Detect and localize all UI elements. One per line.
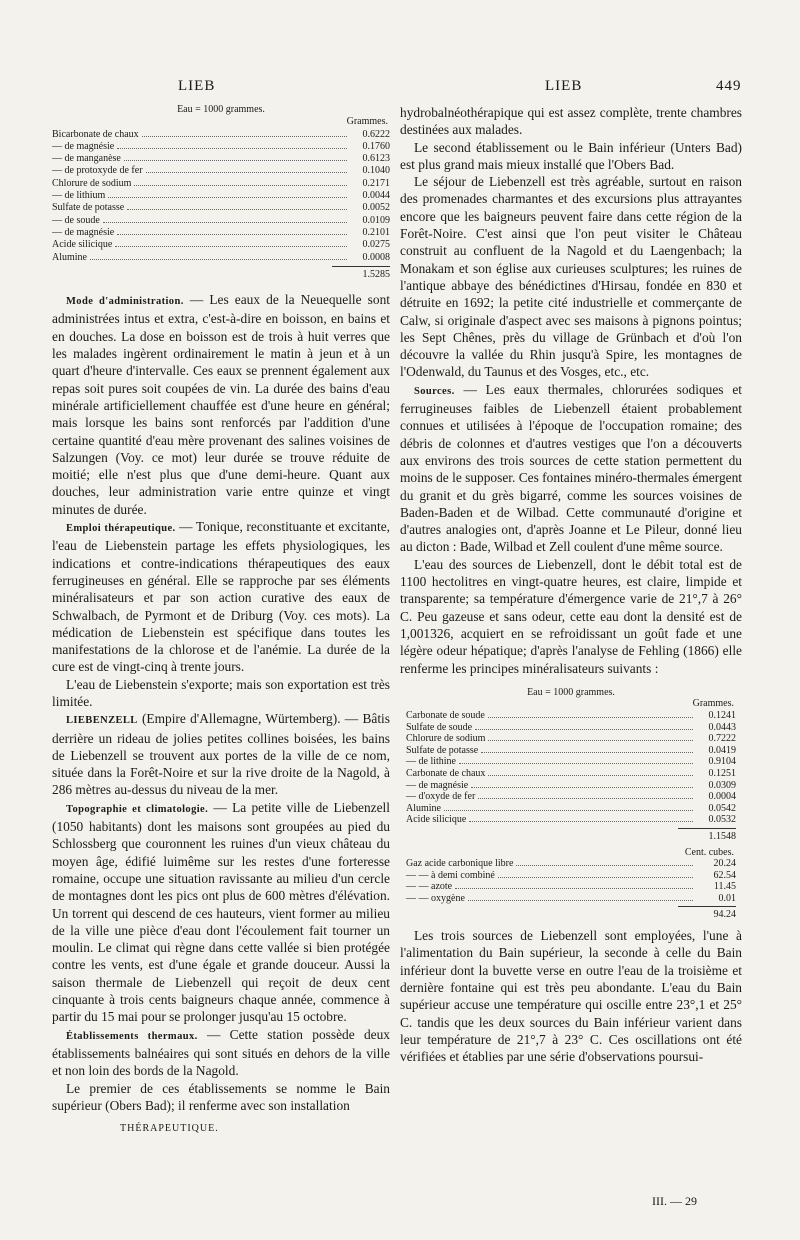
row-value: 0.7222 <box>708 733 736 745</box>
table-unit: Grammes. <box>346 116 388 128</box>
table-row <box>406 768 736 780</box>
row-value: 11.45 <box>713 881 736 893</box>
table-row <box>406 870 736 882</box>
paragraph-text: Le second établissement ou le Bain inférieur (Unters Bad) est plus grand mais mieux installé que l'Obers Bad. <box>400 139 742 172</box>
leader-dots <box>444 810 693 811</box>
row-label: Acide silicique <box>52 239 113 251</box>
paragraph-text: (Empire d'Allemagne, Würtemberg). — Bâtis derrière un rideau de jolies petites collines boisées, les bains de Liebenzell se trouvent aux portes de la ville de ce nom, située dans la Forêt-Noire et sur la rive droite de la Nagold, à 286 mètres au-dessus du niveau de la mer. <box>52 711 390 798</box>
table-row <box>52 190 390 202</box>
row-label: Sulfate de soude <box>406 721 473 733</box>
row-value: 0.6123 <box>362 153 390 165</box>
section-heading: Emploi thérapeutique. <box>66 523 176 535</box>
table-row <box>406 858 736 870</box>
right-column <box>400 104 742 1065</box>
row-value: 0.0004 <box>708 791 736 803</box>
row-value: 0.0044 <box>362 190 390 202</box>
row-label: Alumine <box>406 802 441 814</box>
row-value: 62.54 <box>713 869 736 881</box>
leader-dots <box>103 222 347 223</box>
section-heading: LIEBENZELL <box>66 715 138 727</box>
table-row <box>52 215 390 227</box>
row-value: 0.0275 <box>362 239 390 251</box>
row-label: — — à demi combiné <box>406 869 495 881</box>
paragraph <box>52 1080 390 1115</box>
table-caption: Eau = 1000 grammes. <box>177 104 265 115</box>
row-value: 0.0532 <box>708 814 736 826</box>
row-value: 0.1040 <box>362 165 390 177</box>
table-row <box>406 881 736 893</box>
row-value: 0.9104 <box>708 756 736 768</box>
paragraph-text: Le premier de ces établissements se nomme le Bain supérieur (Obers Bad); il renferme avec son installation <box>52 1080 390 1113</box>
row-label: Sulfate de potasse <box>406 744 479 756</box>
gas-unit: Cent. cubes. <box>684 846 734 858</box>
paragraph-text: — Les eaux de la Neuequelle sont administrées intus et extra, c'est-à-dire en boisson, en bains et en douches. La dose en boisson est de trois à huit verres que les malades ingèrent ordinairement le matin à jeun et à un quart d'heure d'intervalle. Ces eaux se prennent également aux repas soit pures soit coupées de vin. La durée des bains d'eau minérale artificiellement chauffée est d'une heure en général; mais lorsque les bains sont renforcés par l'addition d'une certaine quantité d'eau mère provenant des salines voisines de Salzungen (Voy. ce mot) leur durée se trouve réduite de moitié; elle n'est plus que d'une demi-heure. Quant aux douches, leur administration varie entre quinze et vingt minutes de durée. <box>52 292 391 517</box>
paragraph <box>400 104 742 139</box>
paragraph <box>52 518 390 676</box>
table-row <box>52 227 390 239</box>
row-value: 0.1251 <box>708 767 736 779</box>
paragraph <box>52 710 390 798</box>
table-row <box>52 252 390 264</box>
leader-dots <box>469 821 693 822</box>
row-label: Chlorure de sodium <box>406 733 486 745</box>
table-unit: Grammes. <box>692 698 734 710</box>
row-label: — de magnésie <box>406 779 469 791</box>
paragraph <box>52 291 390 518</box>
row-label: Sulfate de potasse <box>52 202 125 214</box>
row-label: — — azote <box>406 881 453 893</box>
paragraph-text: L'eau de Liebenstein s'exporte; mais son exportation est très limitée. <box>52 676 390 709</box>
row-value: 0.0542 <box>708 802 736 814</box>
leader-dots <box>90 259 347 260</box>
table-caption: Eau = 1000 grammes. <box>527 686 615 698</box>
row-label: — de lithine <box>406 756 456 768</box>
row-label: — de magnésie <box>52 226 115 238</box>
row-value: 0.2171 <box>362 177 390 189</box>
leader-dots <box>475 729 693 730</box>
table-row <box>52 129 390 141</box>
paragraph-text: hydrobalnéothérapique qui est assez complète, trente chambres destinées aux malades. <box>400 105 742 138</box>
leader-dots <box>488 717 693 718</box>
leader-dots <box>117 234 347 235</box>
row-value: 0.0419 <box>708 744 736 756</box>
table-row <box>406 710 736 722</box>
table-row <box>52 202 390 214</box>
table-row <box>406 803 736 815</box>
leader-dots <box>455 888 693 889</box>
paragraph <box>400 139 742 174</box>
row-label: Carbonate de soude <box>406 709 485 721</box>
leader-dots <box>478 798 693 799</box>
paragraph-text: — La petite ville de Liebenzell (1050 habitants) dont les maisons sont groupées au pied du Schlossberg que couronnent les ruines d'un vieux château du moyen âge, édifié luimême sur les restes d'une forteresse romaine, occupe une situation ravissante au milieu d'un cercle de montagnes dont les pics ont plus de 600 mètres d'élévation. Un torrent qui descend de ces hauteurs, vient former au milieu de la ville une pièce d'eau dont l'écoulement fait tourner un moulin. Le climat qui règne dans cette vallée si bien protégée contre les vents, est d'une égale et grande douceur. Aussi la saison thermale de Liebenzell qui reçoit de deux cent cinquante à trois cents baigneurs chaque année, commence à partir du 15 mai pour se prolonger jusqu'au 15 octobre. <box>52 799 390 1025</box>
leader-dots <box>481 752 693 753</box>
leader-dots <box>488 740 693 741</box>
row-label: — de soude <box>52 214 100 226</box>
paragraph <box>400 381 742 556</box>
leader-dots <box>124 160 347 161</box>
gas-total: 94.24 <box>678 906 736 921</box>
table-row <box>52 239 390 251</box>
row-value: 20.24 <box>713 858 736 870</box>
row-label: — de lithium <box>52 190 106 202</box>
paragraph-text: — Les eaux thermales, chlorurées sodiques et ferrugineuses faibles de Liebenzell étaient probablement connues et utilisées à l'époque de l'occupation romaine; des débris de colonnes et d'autres vestiges que l'on a découverts aux environs des trois sources de cette station permettent du moins de le supposer. Ces fontaines minéro-thermales émergent du granit et du grès bigarré, comme les sources voisines de Baden-Baden et de Wilbad. Cette communauté d'origine et d'autres analogies ont, d'après Joanne et Le Pileur, donné lieu au dicton : Bade, Wilbad et Zell coulent d'une même source. <box>400 381 742 555</box>
row-value: 0.1760 <box>362 140 390 152</box>
row-label: — d'oxyde de fer <box>406 791 476 803</box>
paragraph-text: — Cette station possède deux établissements balnéaires qui sont situés en dehors de la ville et non loin des bords de la Nagold. <box>52 1026 390 1079</box>
row-label: — — oxygène <box>406 892 465 904</box>
row-label: Chlorure de sodium <box>52 177 132 189</box>
running-head-center: LIEB <box>545 78 583 94</box>
section-heading: Sources. <box>414 385 455 397</box>
row-value: 0.0309 <box>708 779 736 791</box>
row-value: 0.6222 <box>362 128 390 140</box>
leader-dots <box>468 900 693 901</box>
leader-dots <box>488 775 693 776</box>
left-column <box>52 104 390 1114</box>
table-row <box>406 814 736 826</box>
row-label: Bicarbonate de chaux <box>52 128 139 140</box>
row-value: 0.0008 <box>362 251 390 263</box>
section-heading: Mode d'administration. <box>66 296 184 308</box>
table-row <box>52 153 390 165</box>
paragraph <box>52 1026 390 1080</box>
table-row <box>406 791 736 803</box>
section-heading: Topographie et climatologie. <box>66 803 209 815</box>
leader-dots <box>134 185 347 186</box>
leader-dots <box>108 197 347 198</box>
row-label: — de manganèse <box>52 153 121 165</box>
row-value: 0.0443 <box>708 721 736 733</box>
table-total: 1.5285 <box>332 266 390 281</box>
leader-dots <box>142 136 347 137</box>
paragraph <box>400 927 742 1065</box>
table-row <box>406 722 736 734</box>
paragraph <box>52 799 390 1026</box>
table-row <box>406 780 736 792</box>
row-value: 0.01 <box>718 892 736 904</box>
leader-dots <box>115 246 347 247</box>
row-label: Acide silicique <box>406 814 467 826</box>
paragraph-text: L'eau des sources de Liebenzell, dont le débit total est de 1100 hectolitres en vingt-quatre heures, est claire, limpide et transparente; sa température d'émergence varie de 21°,7 à 26° C. Peu gazeuse et sans odeur, cette eau dont la densité est de 1,001326, acquiert en se refroidissant un goût fade et une légère odeur hépatique; d'après l'analyse de Fehling (1866) elle renferme les principes minéralisateurs suivants : <box>400 556 742 676</box>
leader-dots <box>127 209 347 210</box>
leader-dots <box>146 172 347 173</box>
table-row <box>406 745 736 757</box>
row-label: Alumine <box>52 251 87 263</box>
table-row <box>406 733 736 745</box>
right-analysis-table <box>406 687 736 921</box>
table-total: 1.1548 <box>678 828 736 843</box>
leader-dots <box>459 763 693 764</box>
paragraph <box>400 556 742 677</box>
row-label: Carbonate de chaux <box>406 767 486 779</box>
leader-dots <box>117 148 347 149</box>
leader-dots <box>471 787 693 788</box>
leader-dots <box>516 865 693 866</box>
table-row <box>406 893 736 905</box>
row-label: — de magnésie <box>52 140 115 152</box>
row-value: 0.0052 <box>362 202 390 214</box>
table-row <box>52 165 390 177</box>
row-value: 0.0109 <box>362 214 390 226</box>
paragraph-text: — Tonique, reconstituante et excitante, l'eau de Liebenstein partage les effets physiologiques, les indications et contre-indications thérapeutiques des eaux ferrugineuses en général. Elle se rapproche par ses éléments minéralisateurs et par son action curative des eaux de Schwalbach, de Pyrmont et de Driburg (Voy. ces mots). La médication de Liebenstein est spécifique dans toutes les manifestations de la chlorose et de l'anémie. La durée de la cure est de vingt-cinq à trente jours. <box>52 519 390 675</box>
paragraph-text: Le séjour de Liebenzell est très agréable, surtout en raison des promenades charmantes et des excursions plus attrayantes encore que les baigneurs peuvent faire dans cette région de la Forêt-Noire. C'est ainsi que l'on peut visiter le Château construit au confluent de la Nagold et du Laengenbach; la Monakam et son église aux curieuses sculptures; les ruines de l'antique abbaye des bénédictines d'Hirsau, fondée en 830 et détruite en 1692; la petite cité industrielle et commerçante de Calw, si originale d'aspect avec ses maisons à pignons pointus; les Sept Chênes, près du village de Grünbach et d'où l'on découvre la vallée du Rhin jusqu'à Spire, les montagnes de l'Odenwald, du Taunus et des Vosges, etc., etc. <box>400 174 742 380</box>
row-value: 0.2101 <box>362 226 390 238</box>
table-row <box>406 756 736 768</box>
table-row <box>52 178 390 190</box>
table-row <box>52 141 390 153</box>
row-value: 0.1241 <box>708 709 736 721</box>
page-number: 449 <box>716 78 742 94</box>
row-label: Gaz acide carbonique libre <box>406 858 514 870</box>
paragraph <box>52 676 390 711</box>
left-analysis-table <box>52 104 390 281</box>
running-head-left: LIEB <box>178 78 216 94</box>
footer-volume: III. — 29 <box>652 1194 697 1208</box>
footer-signature: THÉRAPEUTIQUE. <box>120 1123 219 1134</box>
leader-dots <box>498 877 693 878</box>
section-heading: Établissements thermaux. <box>66 1030 198 1042</box>
row-label: — de protoxyde de fer <box>52 165 143 177</box>
paragraph <box>400 173 742 381</box>
paragraph-text: Les trois sources de Liebenzell sont employées, l'une à l'alimentation du Bain supérieur, la seconde à celle du Bain inférieur dont la buvette verse en outre l'eau de la troisième et dernière fontaine qui est très peu abondante. L'eau du Bain supérieur accuse une température qui oscille entre 23°,1 et 25° C. tandis que les deux sources du Bain inférieur varient dans leur température de 21°,7 à 23° C. Ces oscillations ont été vérifiées et établies par une série d'observations poursui- <box>400 928 742 1065</box>
